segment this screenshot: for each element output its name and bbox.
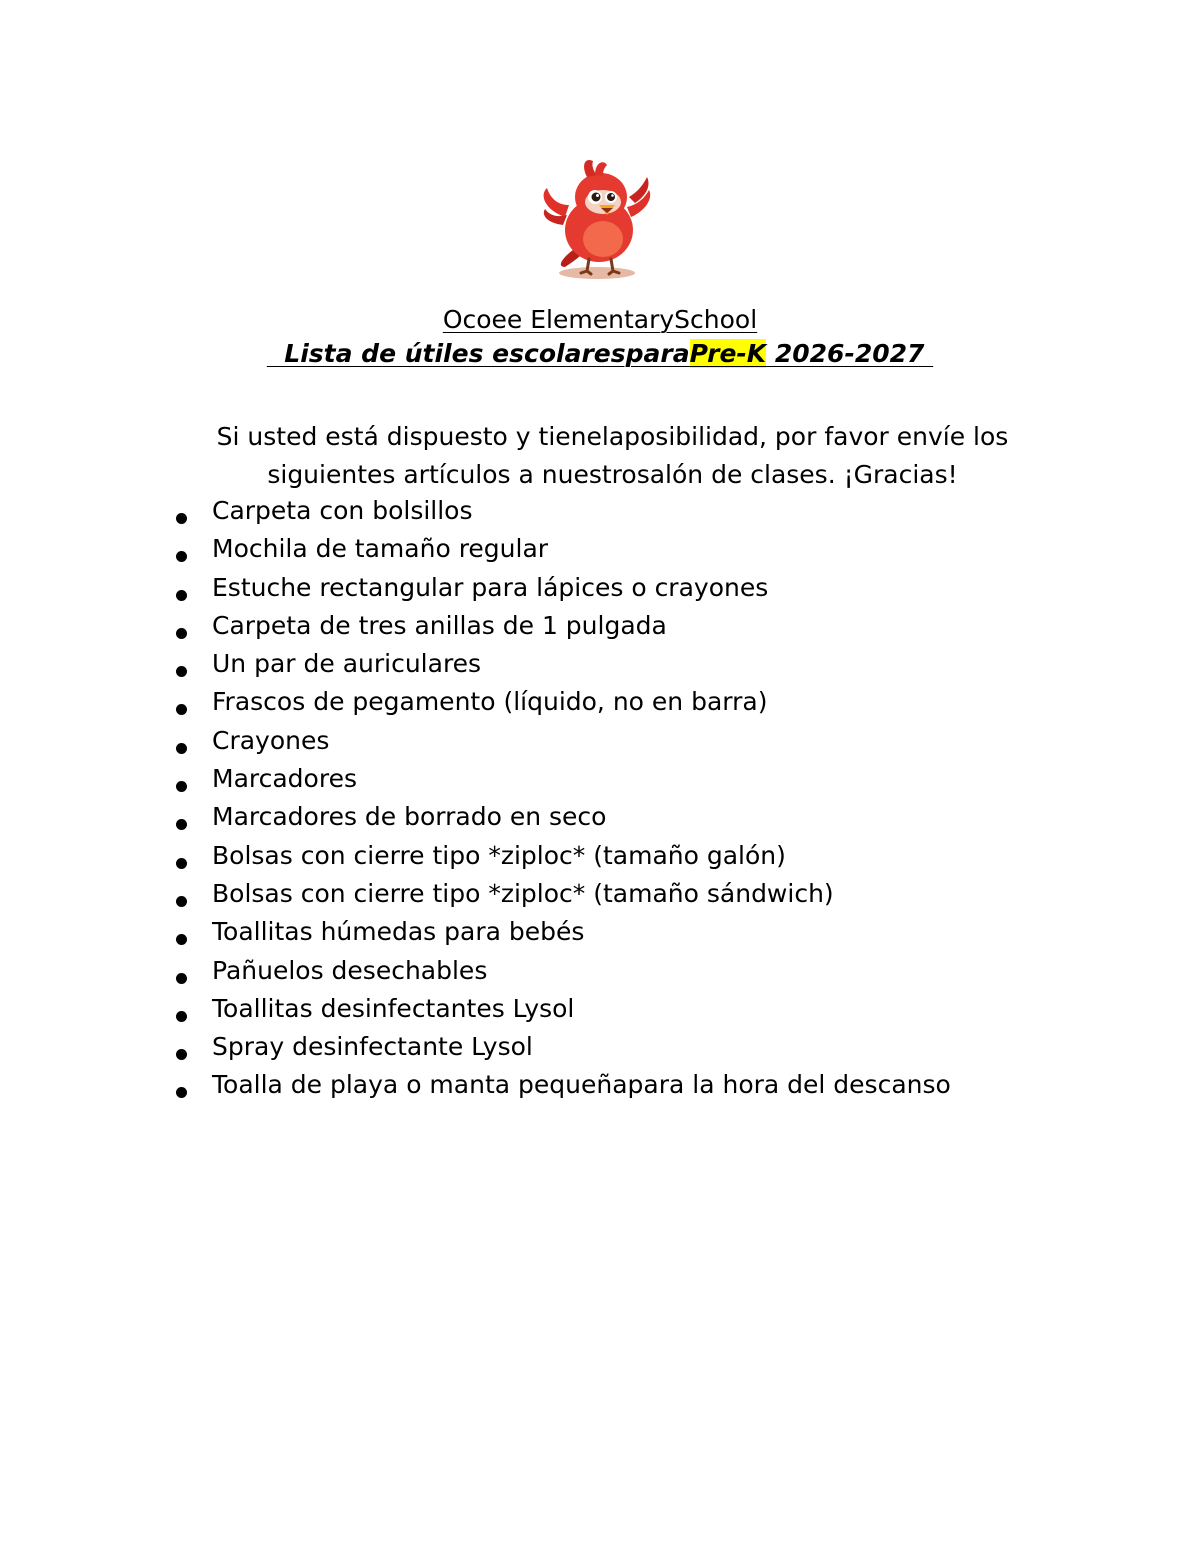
list-item-text: Carpeta con bolsillos (212, 496, 473, 525)
list-item (170, 952, 951, 990)
cardinal-mascot-logo (535, 155, 665, 280)
bullet-icon (176, 934, 187, 945)
list-item (170, 645, 951, 683)
list-item-text: Toallitas húmedas para bebés (212, 917, 585, 947)
list-item (170, 798, 951, 836)
list-title-year: 2026-2027 (766, 339, 934, 368)
bullet-icon (176, 628, 187, 639)
list-item (170, 913, 951, 951)
list-item-text: Estuche rectangular para lápices o crayones (212, 572, 769, 602)
bullet-icon (176, 858, 187, 869)
list-item-text: Mochila de tamaño regular (212, 534, 549, 564)
list-item (170, 875, 951, 913)
list-item-text: Toalla de playa o manta pequeñapara la hora del descanso (212, 1070, 951, 1100)
list-item (170, 530, 951, 568)
list-title-grade-highlight: Pre-K (689, 339, 767, 368)
list-item-text: Carpeta de tres anillas de 1 pulgada (212, 610, 667, 640)
intro-paragraph: Si usted está dispuesto y tienelaposibilidad, por favor envíe los siguientes artículos a nuestrosalón de clases. ¡Gracias! (216, 422, 1009, 489)
list-item-text: Un par de auriculares (212, 649, 482, 679)
list-item-text: Frascos de pegamento (líquido, no en barra) (212, 687, 768, 717)
list-item-text: Marcadores (212, 764, 357, 794)
list-title-prefix: Lista de útiles escolarespara (266, 339, 690, 368)
list-item (170, 569, 951, 607)
bullet-icon (176, 666, 187, 677)
bullet-icon (176, 1087, 187, 1098)
bullet-icon (176, 513, 187, 524)
list-item (170, 760, 951, 798)
list-item-text: Bolsas con cierre tipo *ziploc* (tamaño sándwich) (212, 878, 834, 908)
supply-list (170, 492, 951, 1105)
bullet-icon (176, 1049, 187, 1060)
list-item-text: Crayones (212, 725, 330, 755)
list-item (170, 990, 951, 1028)
school-name: Ocoee ElementarySchool (442, 305, 758, 334)
list-item (170, 1066, 951, 1104)
list-item (170, 722, 951, 760)
list-item (170, 1028, 951, 1066)
bullet-icon (176, 973, 187, 984)
list-item-text: Bolsas con cierre tipo *ziploc* (tamaño galón) (212, 840, 786, 870)
bullet-icon (176, 551, 187, 562)
list-item (170, 837, 951, 875)
list-title (0, 337, 1200, 371)
list-item (170, 607, 951, 645)
list-item-text: Marcadores de borrado en seco (212, 802, 607, 832)
bullet-icon (176, 704, 187, 715)
list-item-text: Toallitas desinfectantes Lysol (212, 993, 575, 1023)
bullet-icon (176, 781, 187, 792)
list-item-text: Spray desinfectante Lysol (212, 1032, 533, 1062)
document-header (0, 303, 1200, 371)
bullet-icon (176, 819, 187, 830)
bullet-icon (176, 896, 187, 907)
list-item-text: Pañuelos desechables (212, 955, 488, 985)
bullet-icon (176, 1011, 187, 1022)
bullet-icon (176, 590, 187, 601)
list-item (170, 683, 951, 721)
bullet-icon (176, 743, 187, 754)
list-item (170, 492, 951, 530)
